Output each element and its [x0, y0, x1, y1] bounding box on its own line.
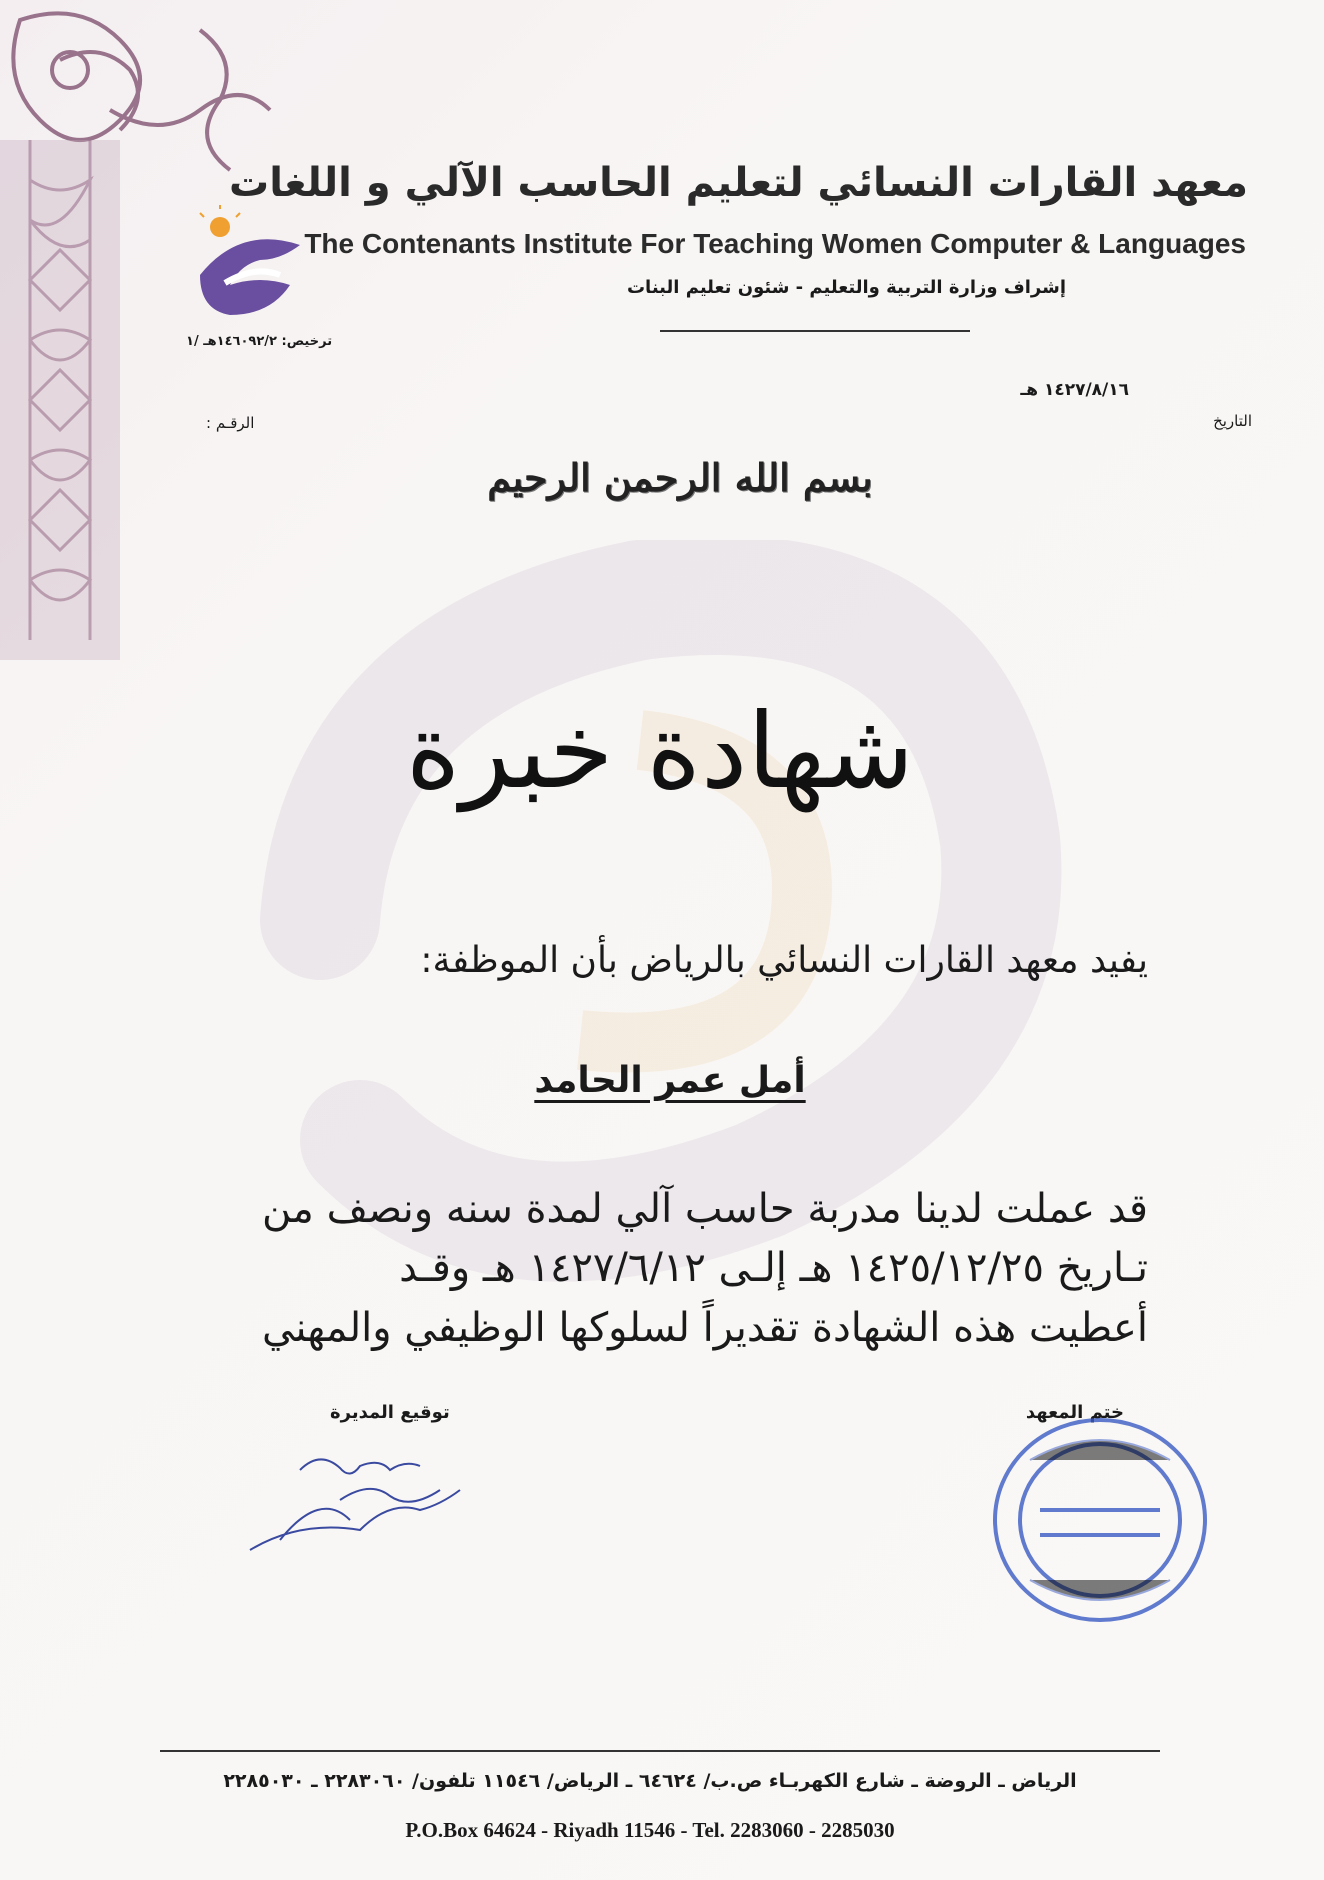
certificate-body-line: أعطيت هذه الشهادة تقديراً لسلوكها الوظيفي والمهني [261, 1305, 1148, 1351]
license-number: ترخيص: ١٤٦٠٩٢/٢هـ /١ [186, 334, 333, 349]
certificate-body-line: قد عملت لدينا مدربة حاسب آلي لمدة سنه ونصف من [261, 1186, 1148, 1232]
date-label: التاريخ [1213, 412, 1252, 430]
footer-address-arabic: الرياض ـ الروضة ـ شارع الكهربـاء ص.ب/ ٦٤٦٢٤ ـ الرياض/ ١١٥٤٦ تلفون/ ٢٢٨٣٠٦٠ ـ ٢٢٨٥٠٣٠ [223, 1770, 1077, 1792]
certificate-title: شهادة خبرة [405, 690, 915, 812]
supervision-text: إشراف وزارة التربية والتعليم - شئون تعليم البنات [626, 277, 1066, 298]
basmala-calligraphy: بسم الله الرحمن الرحيم [487, 455, 873, 500]
director-signature-label: توقيع المديرة [330, 1402, 450, 1423]
reference-number-label: الرقـم : [206, 414, 255, 432]
date-value: ١٤٢٧/٨/١٦ هـ [1020, 380, 1129, 400]
certificate-intro: يفيد معهد القارات النسائي بالرياض بأن الموظفة: [420, 940, 1148, 981]
seal-label: ختم المعهد [1025, 1402, 1124, 1423]
institute-name-arabic: معهد القارات النسائي لتعليم الحاسب الآلي و اللغات [229, 160, 1248, 206]
institute-stamp [980, 1400, 1220, 1640]
certificate-body-line: تـاريخ ١٤٢٥/١٢/٢٥ هـ إلـى ١٤٢٧/٦/١٢ هـ وقـد [399, 1245, 1148, 1291]
institute-logo [180, 205, 330, 325]
footer-divider [160, 1750, 1160, 1752]
header-divider [660, 330, 970, 332]
footer-address-english: P.O.Box 64624 - Riyadh 11546 - Tel. 2283060 - 2285030 [405, 1818, 895, 1842]
director-signature [240, 1430, 480, 1560]
institute-name-english: The Contenants Institute For Teaching Women Computer & Languages [304, 228, 1246, 259]
employee-name: أمل عمر الحامد [534, 1060, 806, 1101]
